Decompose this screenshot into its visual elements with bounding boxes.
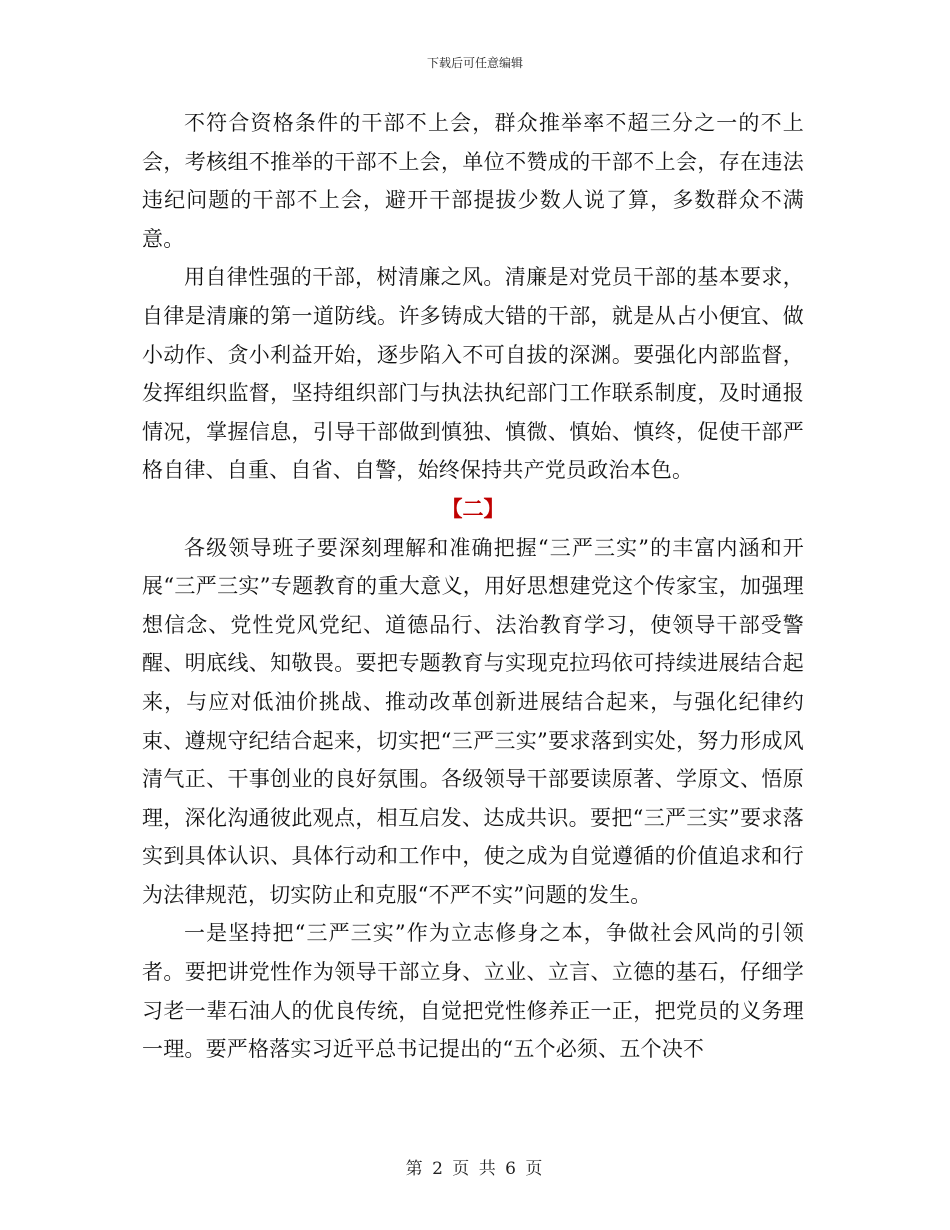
paragraph-4: 一是坚持把“三严三实”作为立志修身之本，争做社会风尚的引领者。要把讲党性作为领导干部立身、立业、立言、立德的基石，仔细学习老一辈石油人的优良传统，自觉把党性修养正一正，把党员的义务理一理。要严格落实习近平总书记提出的“五个必须、五个决不 bbox=[142, 921, 804, 1062]
header-note: 下载后可任意编辑 bbox=[426, 56, 523, 70]
document-body bbox=[142, 104, 804, 1069]
section-heading: 【二】 bbox=[441, 495, 505, 521]
paragraph-2: 用自律性强的干部，树清廉之风。清廉是对党员干部的基本要求，自律是清廉的第一道防线。许多铸成大错的干部，就是从占小便宜、做小动作、贪小利益开始，逐步陷入不可自拔的深渊。要强化内部监督，发挥组织监督，坚持组织部门与执法执纪部门工作联系制度，及时通报情况，掌握信息，引导干部做到慎独、慎微、慎始、慎终，促使干部严格自律、自重、自省、自警，始终保持共产党员政治本色。 bbox=[142, 265, 804, 483]
page-footer: 第 2 页 共 6 页 bbox=[405, 1159, 545, 1179]
paragraph-1: 不符合资格条件的干部不上会，群众推举率不超三分之一的不上会，考核组不推举的干部不上会，单位不赞成的干部不上会，存在违法违纪问题的干部不上会，避开干部提拔少数人说了算，多数群众不满意。 bbox=[142, 111, 804, 251]
paragraph-3: 各级领导班子要深刻理解和准确把握“三严三实”的丰富内涵和开展“三严三实”专题教育的重大意义，用好思想建党这个传家宝，加强理想信念、党性党风党纪、道德品行、法治教育学习，使领导干部受警醒、明底线、知敬畏。要把专题教育与实现克拉玛依可持续进展结合起来，与应对低油价挑战、推动改革创新进展结合起来，与强化纪律约束、遵规守纪结合起来，切实把“三严三实”要求落到实处，努力形成风清气正、干事创业的良好氛围。各级领导干部要读原著、学原文、悟原理，深化沟通彼此观点，相互启发、达成共识。要把“三严三实”要求落实到具体认识、具体行动和工作中，使之成为自觉遵循的价值追求和行为法律规范，切实防止和克服“不严不实”问题的发生。 bbox=[142, 535, 804, 907]
